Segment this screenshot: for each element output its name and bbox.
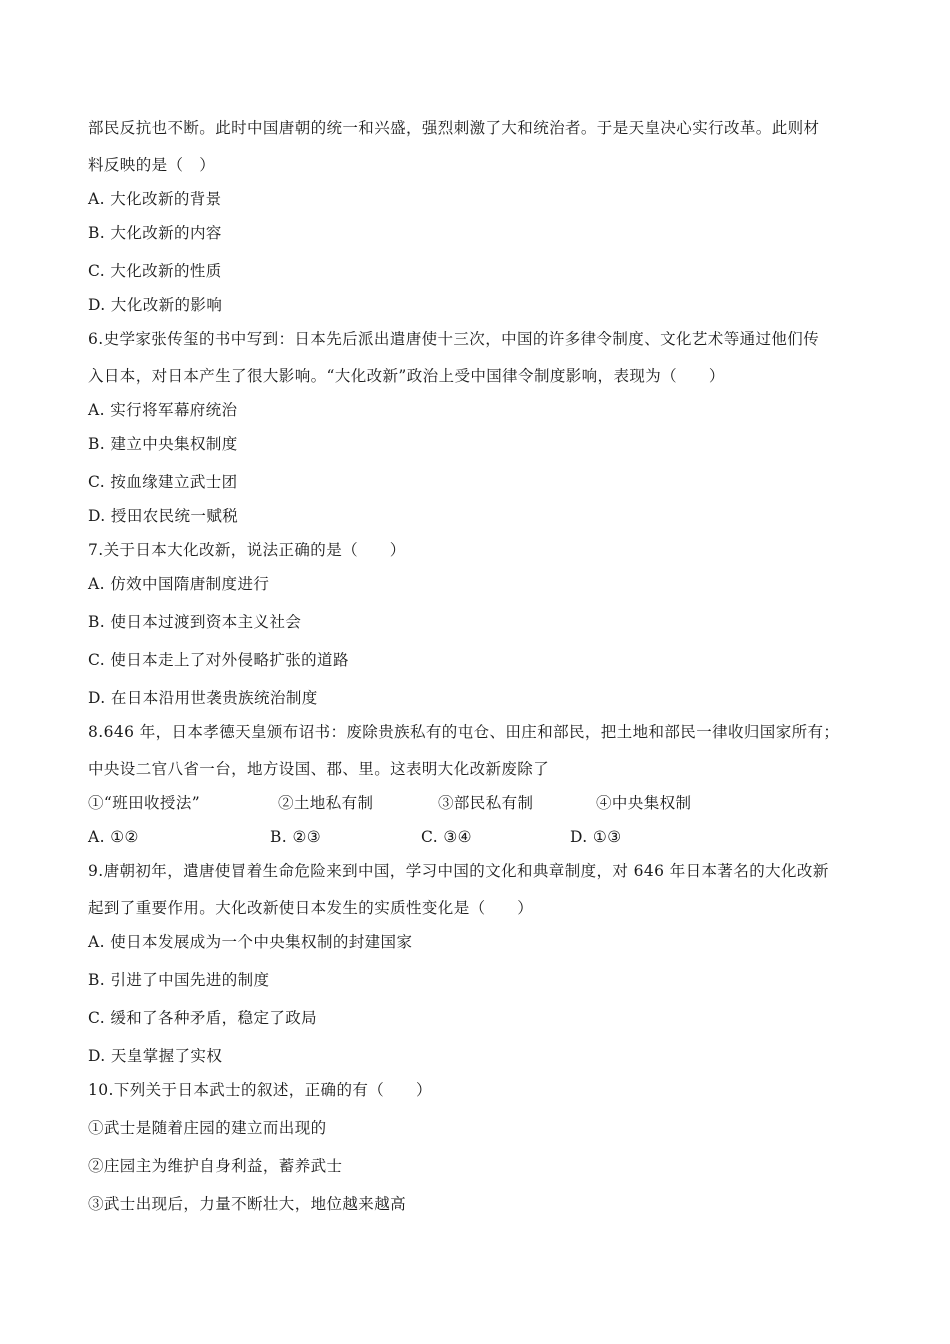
q8-option-d: D. ①③: [570, 828, 622, 846]
q8-options-row: [88, 827, 888, 847]
q6-stem-line-2: 入日本，对日本产生了很大影响。“大化改新”政治上受中国律令制度影响，表现为（ ）: [88, 367, 725, 385]
q6-option-c: C. 按血缘建立武士团: [88, 473, 238, 491]
q10-item-2: ②庄园主为维护自身利益，蓄养武士: [88, 1157, 343, 1175]
q7-option-b: B. 使日本过渡到资本主义社会: [88, 613, 302, 631]
q9-option-c: C. 缓和了各种矛盾，稳定了政局: [88, 1009, 318, 1027]
q7-option-a: A. 仿效中国隋唐制度进行: [88, 575, 270, 593]
q6-stem-line-1: 6.史学家张传玺的书中写到：日本先后派出遣唐使十三次，中国的许多律令制度、文化艺术等通过他们传: [88, 330, 820, 348]
q6-option-b: B. 建立中央集权制度: [88, 435, 238, 453]
q8-items-row: [88, 793, 888, 813]
q5-stem-line-2: 料反映的是（ ）: [88, 156, 216, 174]
q9-option-a: A. 使日本发展成为一个中央集权制的封建国家: [88, 933, 413, 951]
q6-option-a: A. 实行将军幕府统治: [88, 401, 238, 419]
q7-option-c: C. 使日本走上了对外侵略扩张的道路: [88, 651, 349, 669]
q5-option-a: A. 大化改新的背景: [88, 190, 222, 208]
q8-item-3: ③部民私有制: [438, 794, 534, 812]
q8-option-a: A. ①②: [88, 828, 139, 846]
q8-option-c: C. ③④: [421, 828, 472, 846]
q5-option-b: B. 大化改新的内容: [88, 224, 222, 242]
q7-stem: 7.关于日本大化改新，说法正确的是（ ）: [88, 541, 406, 559]
q9-stem-line-2: 起到了重要作用。大化改新使日本发生的实质性变化是（ ）: [88, 899, 534, 917]
q6-option-d: D. 授田农民统一赋税: [88, 507, 239, 525]
q8-item-4: ④中央集权制: [596, 794, 692, 812]
q5-option-c: C. 大化改新的性质: [88, 262, 222, 280]
q8-stem-line-1: 8.646 年，日本孝德天皇颁布诏书：废除贵族私有的屯仓、田庄和部民，把土地和部民一律收归国家所有；: [88, 723, 840, 741]
q8-item-2: ②土地私有制: [278, 794, 374, 812]
q9-option-d: D. 天皇掌握了实权: [88, 1047, 223, 1065]
q9-stem-line-1: 9.唐朝初年，遣唐使冒着生命危险来到中国，学习中国的文化和典章制度，对 646 年日本著名的大化改新: [88, 862, 829, 880]
q10-item-1: ①武士是随着庄园的建立而出现的: [88, 1119, 327, 1137]
q8-stem-line-2: 中央设二官八省一台，地方设国、郡、里。这表明大化改新废除了: [88, 760, 550, 778]
q10-item-3: ③武士出现后，力量不断壮大，地位越来越高: [88, 1195, 407, 1213]
q5-option-d: D. 大化改新的影响: [88, 296, 223, 314]
q8-option-b: B. ②③: [270, 828, 322, 846]
q7-option-d: D. 在日本沿用世袭贵族统治制度: [88, 689, 318, 707]
q9-option-b: B. 引进了中国先进的制度: [88, 971, 270, 989]
q5-stem-line-1: 部民反抗也不断。此时中国唐朝的统一和兴盛，强烈刺激了大和统治者。于是天皇决心实行改革。此则材: [88, 119, 820, 137]
q8-item-1: ①“班田收授法”: [88, 794, 201, 812]
q10-stem: 10.下列关于日本武士的叙述，正确的有（ ）: [88, 1081, 432, 1099]
